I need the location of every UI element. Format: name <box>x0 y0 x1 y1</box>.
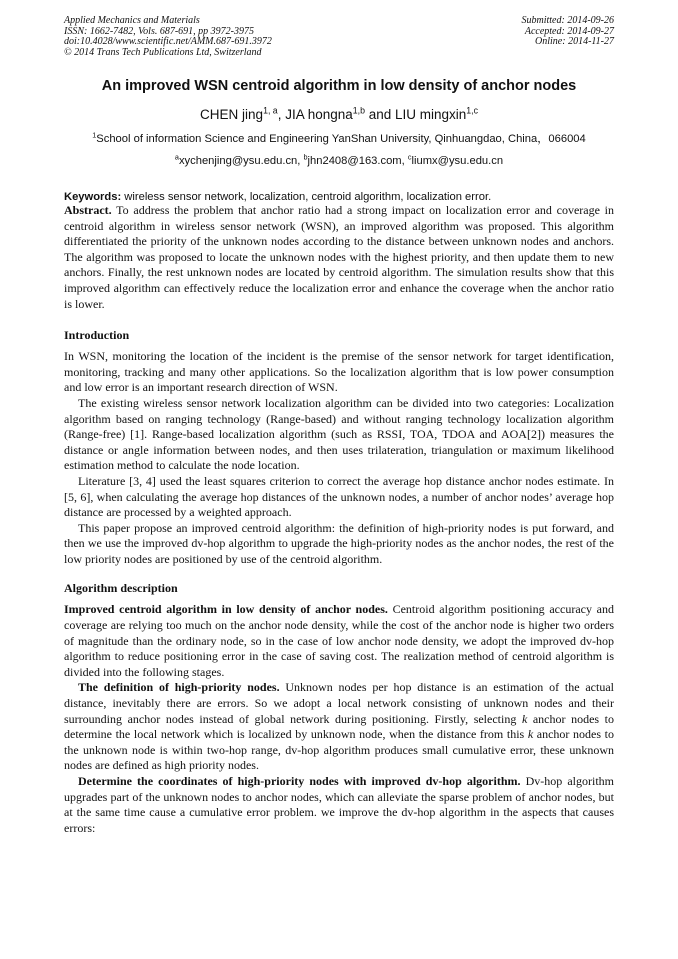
intro-paragraph: The existing wireless sensor network localization algorithm can be divided into two categories: Localization algorithm based on ranging technology (Range-based) and without ranging technology localization algorithm (Range-free) [1]. Range-based localization algorithm (such as RSSI, TOA, TDOA and AOA[2]) measures the distance or angle information between nodes, and then uses trilateration, triangulation or maximum likelihood estimation method to calculate the node location. <box>64 395 614 473</box>
keywords <box>64 191 614 203</box>
author-name: JIA hongna <box>285 107 353 122</box>
algorithm-paragraph <box>64 680 614 774</box>
affiliation-text: School of information Science and Engineering YanShan University, Qinhuangdao, China，066004 <box>96 133 586 145</box>
abstract-label: Abstract. <box>64 203 112 217</box>
author-affiliation-mark: 1, a <box>263 105 278 116</box>
section-heading-introduction: Introduction <box>64 328 130 343</box>
journal-issn: ISSN: 1662-7482, Vols. 687-691, pp 3972-3975 <box>64 25 254 37</box>
abstract-text: To address the problem that anchor ratio had a strong impact on localization error and coverage in centroid algorithm in wireless sensor network (WSN), an improved algorithm was proposed. This algorithm differentiated the priority of the unknown nodes according to the distance between unknown nodes and anchors. The algorithm was proposed to locate the unknown nodes with the highest priority, and then update them to new anchors. Finally, the rest unknown nodes are located by centroid algorithm. The simulation results show that this improved algorithm can effectively reduce the localization error and enhance the coverage when the anchor ratio is lower. <box>64 203 614 311</box>
paper-title: An improved WSN centroid algorithm in low density of anchor nodes <box>101 78 577 94</box>
paragraph-text: Centroid algorithm positioning accuracy and coverage are relying too much on the anchor node density, while the cost of the anchor node is higher two orders of magnitude than the ordinary node, so in the case of low anchor node density, we adopt the improved dv-hop algorithm to reduce positioning error in the case of saving cost. The realization method of centroid algorithm is divided into the following stages. <box>64 602 614 679</box>
run-in-heading: Improved centroid algorithm in low density of anchor nodes. <box>64 602 388 617</box>
algorithm-paragraph <box>64 774 614 836</box>
paragraph-text: anchor nodes to determine the local network which is localized by unknown node, when the distance from this <box>64 711 614 742</box>
author-name: LIU mingxin <box>394 107 467 122</box>
journal-info <box>64 16 272 58</box>
email-mark: c <box>407 152 412 162</box>
variable-k: k <box>527 727 534 742</box>
author-list <box>64 107 614 122</box>
abstract <box>64 203 614 312</box>
section-heading-algorithm: Algorithm description <box>64 581 178 596</box>
journal-header <box>64 16 614 58</box>
date-accepted: Accepted: 2014-09-27 <box>524 25 614 37</box>
author-name: CHEN jing <box>200 107 264 122</box>
journal-copyright: © 2014 Trans Tech Publications Ltd, Switzerland <box>64 46 262 58</box>
email-link[interactable]: jhn2408@163.com, <box>307 155 408 167</box>
email-link[interactable]: xychenjing@ysu.edu.cn, <box>178 155 304 167</box>
author-separator: , <box>277 107 286 122</box>
variable-k: k <box>521 711 528 726</box>
email-mark: b <box>303 152 308 162</box>
run-in-heading: The definition of high-priority nodes. <box>78 680 280 695</box>
author-separator: and <box>364 107 395 122</box>
keywords-text: wireless sensor network, localization, centroid algorithm, localization error. <box>121 191 492 203</box>
paragraph-text: Dv-hop algorithm upgrades part of the unknown nodes to anchor nodes, which can alleviate the sparse problem of anchor nodes, but at the same time cause a cumulative error problem. we improve the dv-hop algorithm in the aspects that causes errors: <box>64 774 615 835</box>
email-mark: a <box>174 152 179 162</box>
author-affiliation-mark: 1,c <box>466 105 478 116</box>
intro-paragraph: Literature [3, 4] used the least squares criterion to correct the average hop distance anchor nodes estimate. In [5, 6], when calculating the average hop distances of the unknown nodes, a number of anchor nodes’ average hop distance are processed by a weighted approach. <box>64 473 614 520</box>
keywords-label: Keywords: <box>64 191 122 203</box>
run-in-heading: Determine the coordinates of high-priority nodes with improved dv-hop algorithm. <box>78 774 521 788</box>
affiliation-mark: 1 <box>92 130 97 140</box>
author-affiliation-mark: 1,b <box>352 105 365 116</box>
paragraph-text: anchor nodes to the unknown node is within two-hop range, dv-hop algorithm produces small cumulative error, these unknown nodes are defined as high priority nodes. <box>64 727 614 773</box>
intro-paragraph: In WSN, monitoring the location of the incident is the premise of the sensor network for target identification, monitoring, tracking and many other applications. So the localization algorithm that is low power consumption and low error is an important research direction of WSN. <box>64 349 614 395</box>
date-submitted: Submitted: 2014-09-26 <box>521 15 614 26</box>
publication-dates <box>522 16 615 58</box>
affiliation <box>64 130 614 146</box>
intro-paragraph: This paper propose an improved centroid algorithm: the definition of high-priority nodes is put forward, and then we use the improved dv-hop algorithm to upgrade the high-priority nodes as the anchor nodes, the rest of the low priority nodes are positioned by use of the centroid algorithm. <box>64 520 614 566</box>
algorithm-paragraph <box>64 602 614 680</box>
journal-name: Applied Mechanics and Materials <box>64 15 200 26</box>
author-emails <box>64 152 614 167</box>
email-link[interactable]: liumx@ysu.edu.cn <box>411 155 504 167</box>
journal-doi: doi:10.4028/www.scientific.net/AMM.687-691.3972 <box>64 36 272 47</box>
paragraph-text: Unknown nodes per hop distance is an estimation of the actual distance, inevitably there are errors. So we adopt a local network consisting of unknown nodes and their surrounding anchor nodes instead of global network during positioning. Firstly, selecting <box>64 680 615 726</box>
date-online: Online: 2014-11-27 <box>535 36 614 47</box>
